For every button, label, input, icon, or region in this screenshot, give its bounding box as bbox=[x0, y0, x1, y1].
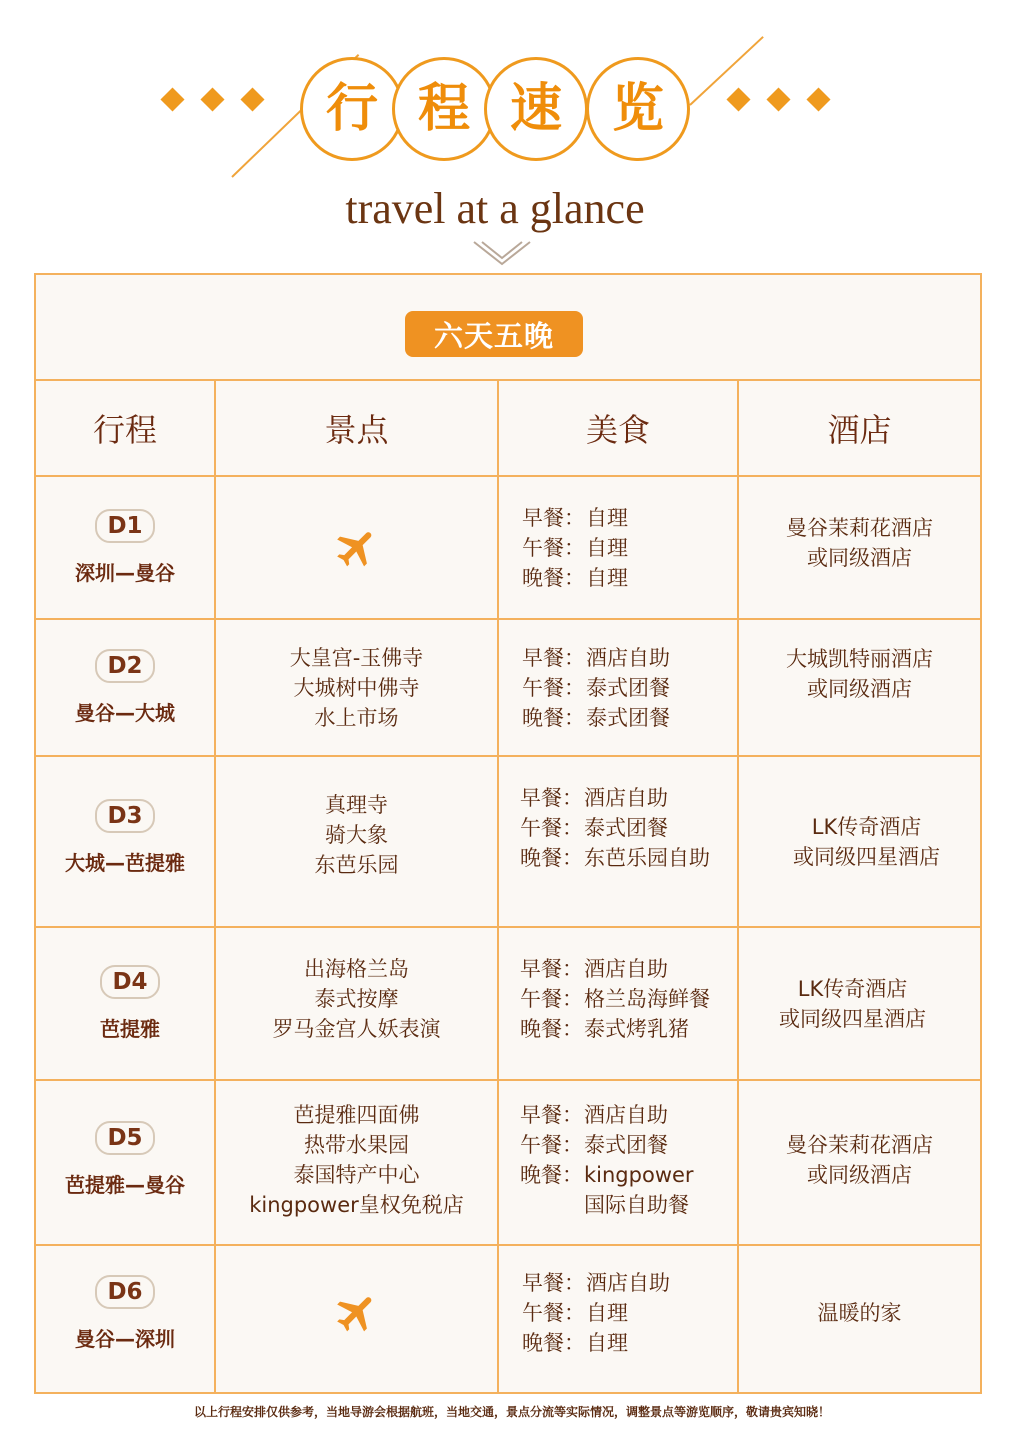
diamond-icon bbox=[766, 87, 790, 111]
title-circle bbox=[484, 57, 588, 161]
meal-value: 自理 bbox=[586, 565, 628, 590]
hotel-line: 或同级酒店 bbox=[807, 676, 912, 701]
food-cell bbox=[499, 1246, 737, 1392]
hotel-line: 大城凯特丽酒店 bbox=[786, 646, 933, 671]
meal-label: 午餐： bbox=[522, 1301, 585, 1325]
meal-row bbox=[522, 1298, 628, 1328]
day-badge: D4 bbox=[100, 965, 160, 999]
meal-label: 晚餐： bbox=[522, 565, 585, 590]
meal-label: 早餐： bbox=[522, 1271, 585, 1295]
hotel-line: LK传奇酒店 bbox=[797, 976, 908, 1001]
sight-item: 芭提雅四面佛 bbox=[293, 1102, 420, 1127]
day-badge: D1 bbox=[95, 509, 155, 543]
meal-label: 午餐： bbox=[522, 535, 585, 560]
sight-item: 真理寺 bbox=[325, 792, 388, 817]
meal-row bbox=[522, 643, 670, 673]
meal-label: 早餐： bbox=[520, 785, 583, 810]
meal-value: 酒店自助 bbox=[586, 1271, 670, 1295]
meal-value: 东芭乐园自助 bbox=[584, 845, 710, 870]
meal-value: 酒店自助 bbox=[584, 785, 668, 810]
hotel-line: 温暖的家 bbox=[817, 1301, 902, 1325]
meal-label: 早餐： bbox=[522, 645, 585, 670]
sight-item: 东芭乐园 bbox=[314, 852, 399, 877]
airplane-icon bbox=[333, 1289, 381, 1337]
meal-label: 午餐： bbox=[520, 986, 583, 1011]
day-cell bbox=[36, 757, 214, 926]
meal-row bbox=[522, 563, 628, 593]
title-char: 行 bbox=[325, 79, 378, 139]
meal-value: 酒店自助 bbox=[584, 956, 668, 981]
day-route: 深圳—曼谷 bbox=[75, 561, 175, 585]
meal-row bbox=[522, 1268, 670, 1298]
hotel-cell bbox=[739, 620, 980, 755]
day-route: 曼谷—大城 bbox=[75, 701, 175, 725]
day-cell bbox=[36, 477, 214, 618]
food-cell bbox=[499, 620, 737, 755]
meal-value: 酒店自助 bbox=[586, 645, 670, 670]
meal-label: 午餐： bbox=[520, 815, 583, 840]
day-route: 芭提雅—曼谷 bbox=[65, 1173, 185, 1197]
meal-row bbox=[520, 1160, 694, 1190]
day-cell bbox=[36, 620, 214, 755]
column-header-label: 美食 bbox=[585, 411, 650, 449]
meal-row bbox=[520, 954, 668, 984]
meal-row bbox=[520, 813, 668, 843]
day-cell bbox=[36, 928, 214, 1079]
day-cell bbox=[36, 1246, 214, 1392]
banner-row bbox=[36, 275, 980, 381]
meal-label: 晚餐： bbox=[520, 845, 583, 870]
meal-label: 午餐： bbox=[520, 1132, 583, 1157]
meal-value: 泰式团餐 bbox=[586, 675, 670, 700]
meal-value: 酒店自助 bbox=[584, 1102, 668, 1127]
title-char: 览 bbox=[611, 79, 664, 139]
day-route: 曼谷—深圳 bbox=[75, 1326, 175, 1351]
meal-label: 午餐： bbox=[522, 675, 585, 700]
sight-item: kingpower皇权免税店 bbox=[249, 1192, 464, 1217]
hotel-line: 曼谷茉莉花酒店 bbox=[786, 515, 933, 540]
hotel-line: 或同级酒店 bbox=[807, 1162, 912, 1187]
sight-item: 泰国特产中心 bbox=[293, 1162, 420, 1187]
sights-cell bbox=[216, 757, 497, 926]
column-header-hotel bbox=[739, 381, 980, 475]
meal-label: 早餐： bbox=[522, 505, 585, 530]
meal-value: kingpower bbox=[584, 1162, 694, 1187]
diamond-icon bbox=[806, 87, 830, 111]
meal-row bbox=[520, 1014, 689, 1044]
column-header-label: 酒店 bbox=[827, 411, 892, 449]
column-header-itinerary bbox=[36, 381, 214, 475]
title-circle bbox=[392, 57, 496, 161]
decor-line-right bbox=[689, 36, 763, 106]
sights-cell bbox=[216, 1081, 497, 1244]
meal-label: 早餐： bbox=[520, 956, 583, 981]
title-char: 速 bbox=[509, 79, 562, 139]
meal-value: 自理 bbox=[586, 505, 628, 530]
food-cell bbox=[499, 757, 737, 926]
meal-row bbox=[522, 673, 670, 703]
sights-cell bbox=[216, 928, 497, 1079]
duration-badge: 六天五晚 bbox=[405, 311, 583, 357]
sight-item: 大皇宫-玉佛寺 bbox=[289, 645, 424, 670]
hotel-line: 或同级四星酒店 bbox=[779, 1006, 926, 1031]
hotel-line: LK传奇酒店 bbox=[811, 814, 922, 839]
meal-row bbox=[522, 703, 670, 733]
meal-row bbox=[520, 1100, 668, 1130]
meal-row bbox=[520, 783, 668, 813]
food-cell bbox=[499, 928, 737, 1079]
hotel-cell bbox=[739, 1246, 980, 1392]
sight-item: 罗马金宫人妖表演 bbox=[272, 1016, 441, 1041]
chevron-down-icon bbox=[472, 238, 532, 272]
hotel-line: 或同级酒店 bbox=[807, 545, 912, 570]
title-circle bbox=[300, 57, 404, 161]
diamond-icon bbox=[240, 87, 264, 111]
meal-value: 自理 bbox=[586, 1331, 628, 1355]
sight-item: 出海格兰岛 bbox=[304, 956, 409, 981]
title-circle bbox=[586, 57, 690, 161]
food-cell bbox=[499, 477, 737, 618]
itinerary-table bbox=[34, 273, 982, 1394]
meal-label: 晚餐： bbox=[520, 1162, 583, 1187]
day-badge: D6 bbox=[95, 1275, 155, 1309]
sights-cell bbox=[216, 1246, 497, 1392]
meal-value: 泰式团餐 bbox=[584, 1132, 668, 1157]
diamond-icon bbox=[200, 87, 224, 111]
title-char: 程 bbox=[417, 79, 470, 139]
meal-label: 晚餐： bbox=[522, 705, 585, 730]
footer-note: 以上行程安排仅供参考，当地导游会根据航班，当地交通，景点分流等实际情况，调整景点等游览顺序，敬请贵宾知晓！ bbox=[193, 1405, 830, 1419]
food-cell bbox=[499, 1081, 737, 1244]
day-route: 芭提雅 bbox=[100, 1017, 160, 1041]
diamond-icon bbox=[160, 87, 184, 111]
meal-value: 自理 bbox=[586, 1301, 628, 1325]
column-header-label: 行程 bbox=[92, 411, 157, 449]
sight-item: 泰式按摩 bbox=[314, 986, 399, 1011]
meal-value: 泰式团餐 bbox=[584, 815, 668, 840]
column-header-food bbox=[499, 381, 737, 475]
day-badge: D5 bbox=[95, 1121, 155, 1155]
hotel-cell bbox=[739, 477, 980, 618]
sight-item: 大城树中佛寺 bbox=[293, 675, 420, 700]
meal-label: 晚餐： bbox=[522, 1331, 585, 1355]
sights-cell bbox=[216, 477, 497, 618]
hotel-line: 或同级四星酒店 bbox=[793, 844, 940, 869]
subtitle: travel at a glance bbox=[345, 184, 645, 233]
meal-label: 早餐： bbox=[520, 1102, 583, 1127]
meal-value: 泰式团餐 bbox=[586, 705, 670, 730]
meal-row bbox=[522, 533, 628, 563]
day-cell bbox=[36, 1081, 214, 1244]
hotel-cell bbox=[739, 1081, 980, 1244]
meal-row bbox=[522, 1328, 628, 1358]
day-badge: D2 bbox=[95, 649, 155, 683]
day-route: 大城—芭提雅 bbox=[65, 851, 185, 875]
hotel-line: 曼谷茉莉花酒店 bbox=[786, 1132, 933, 1157]
diamond-icon bbox=[726, 87, 750, 111]
column-header-sights bbox=[216, 381, 497, 475]
sight-item: 骑大象 bbox=[325, 822, 388, 847]
day-badge: D3 bbox=[95, 799, 155, 833]
hotel-cell bbox=[739, 928, 980, 1079]
meal-row bbox=[522, 503, 628, 533]
meal-row bbox=[520, 843, 710, 873]
sight-item: 水上市场 bbox=[314, 705, 399, 730]
meal-label: 晚餐： bbox=[520, 1016, 583, 1041]
hotel-cell bbox=[739, 757, 980, 926]
header bbox=[0, 0, 1024, 275]
sight-item: 热带水果园 bbox=[303, 1132, 409, 1157]
meal-row bbox=[520, 1190, 689, 1220]
sights-cell bbox=[216, 620, 497, 755]
meal-row bbox=[520, 1130, 668, 1160]
airplane-icon bbox=[333, 524, 381, 572]
meal-value: 泰式烤乳猪 bbox=[584, 1016, 689, 1041]
meal-value: 自理 bbox=[586, 535, 628, 560]
meal-value: 国际自助餐 bbox=[584, 1192, 689, 1217]
column-header-label: 景点 bbox=[324, 411, 389, 449]
meal-value: 格兰岛海鲜餐 bbox=[584, 986, 710, 1011]
meal-row bbox=[520, 984, 710, 1014]
